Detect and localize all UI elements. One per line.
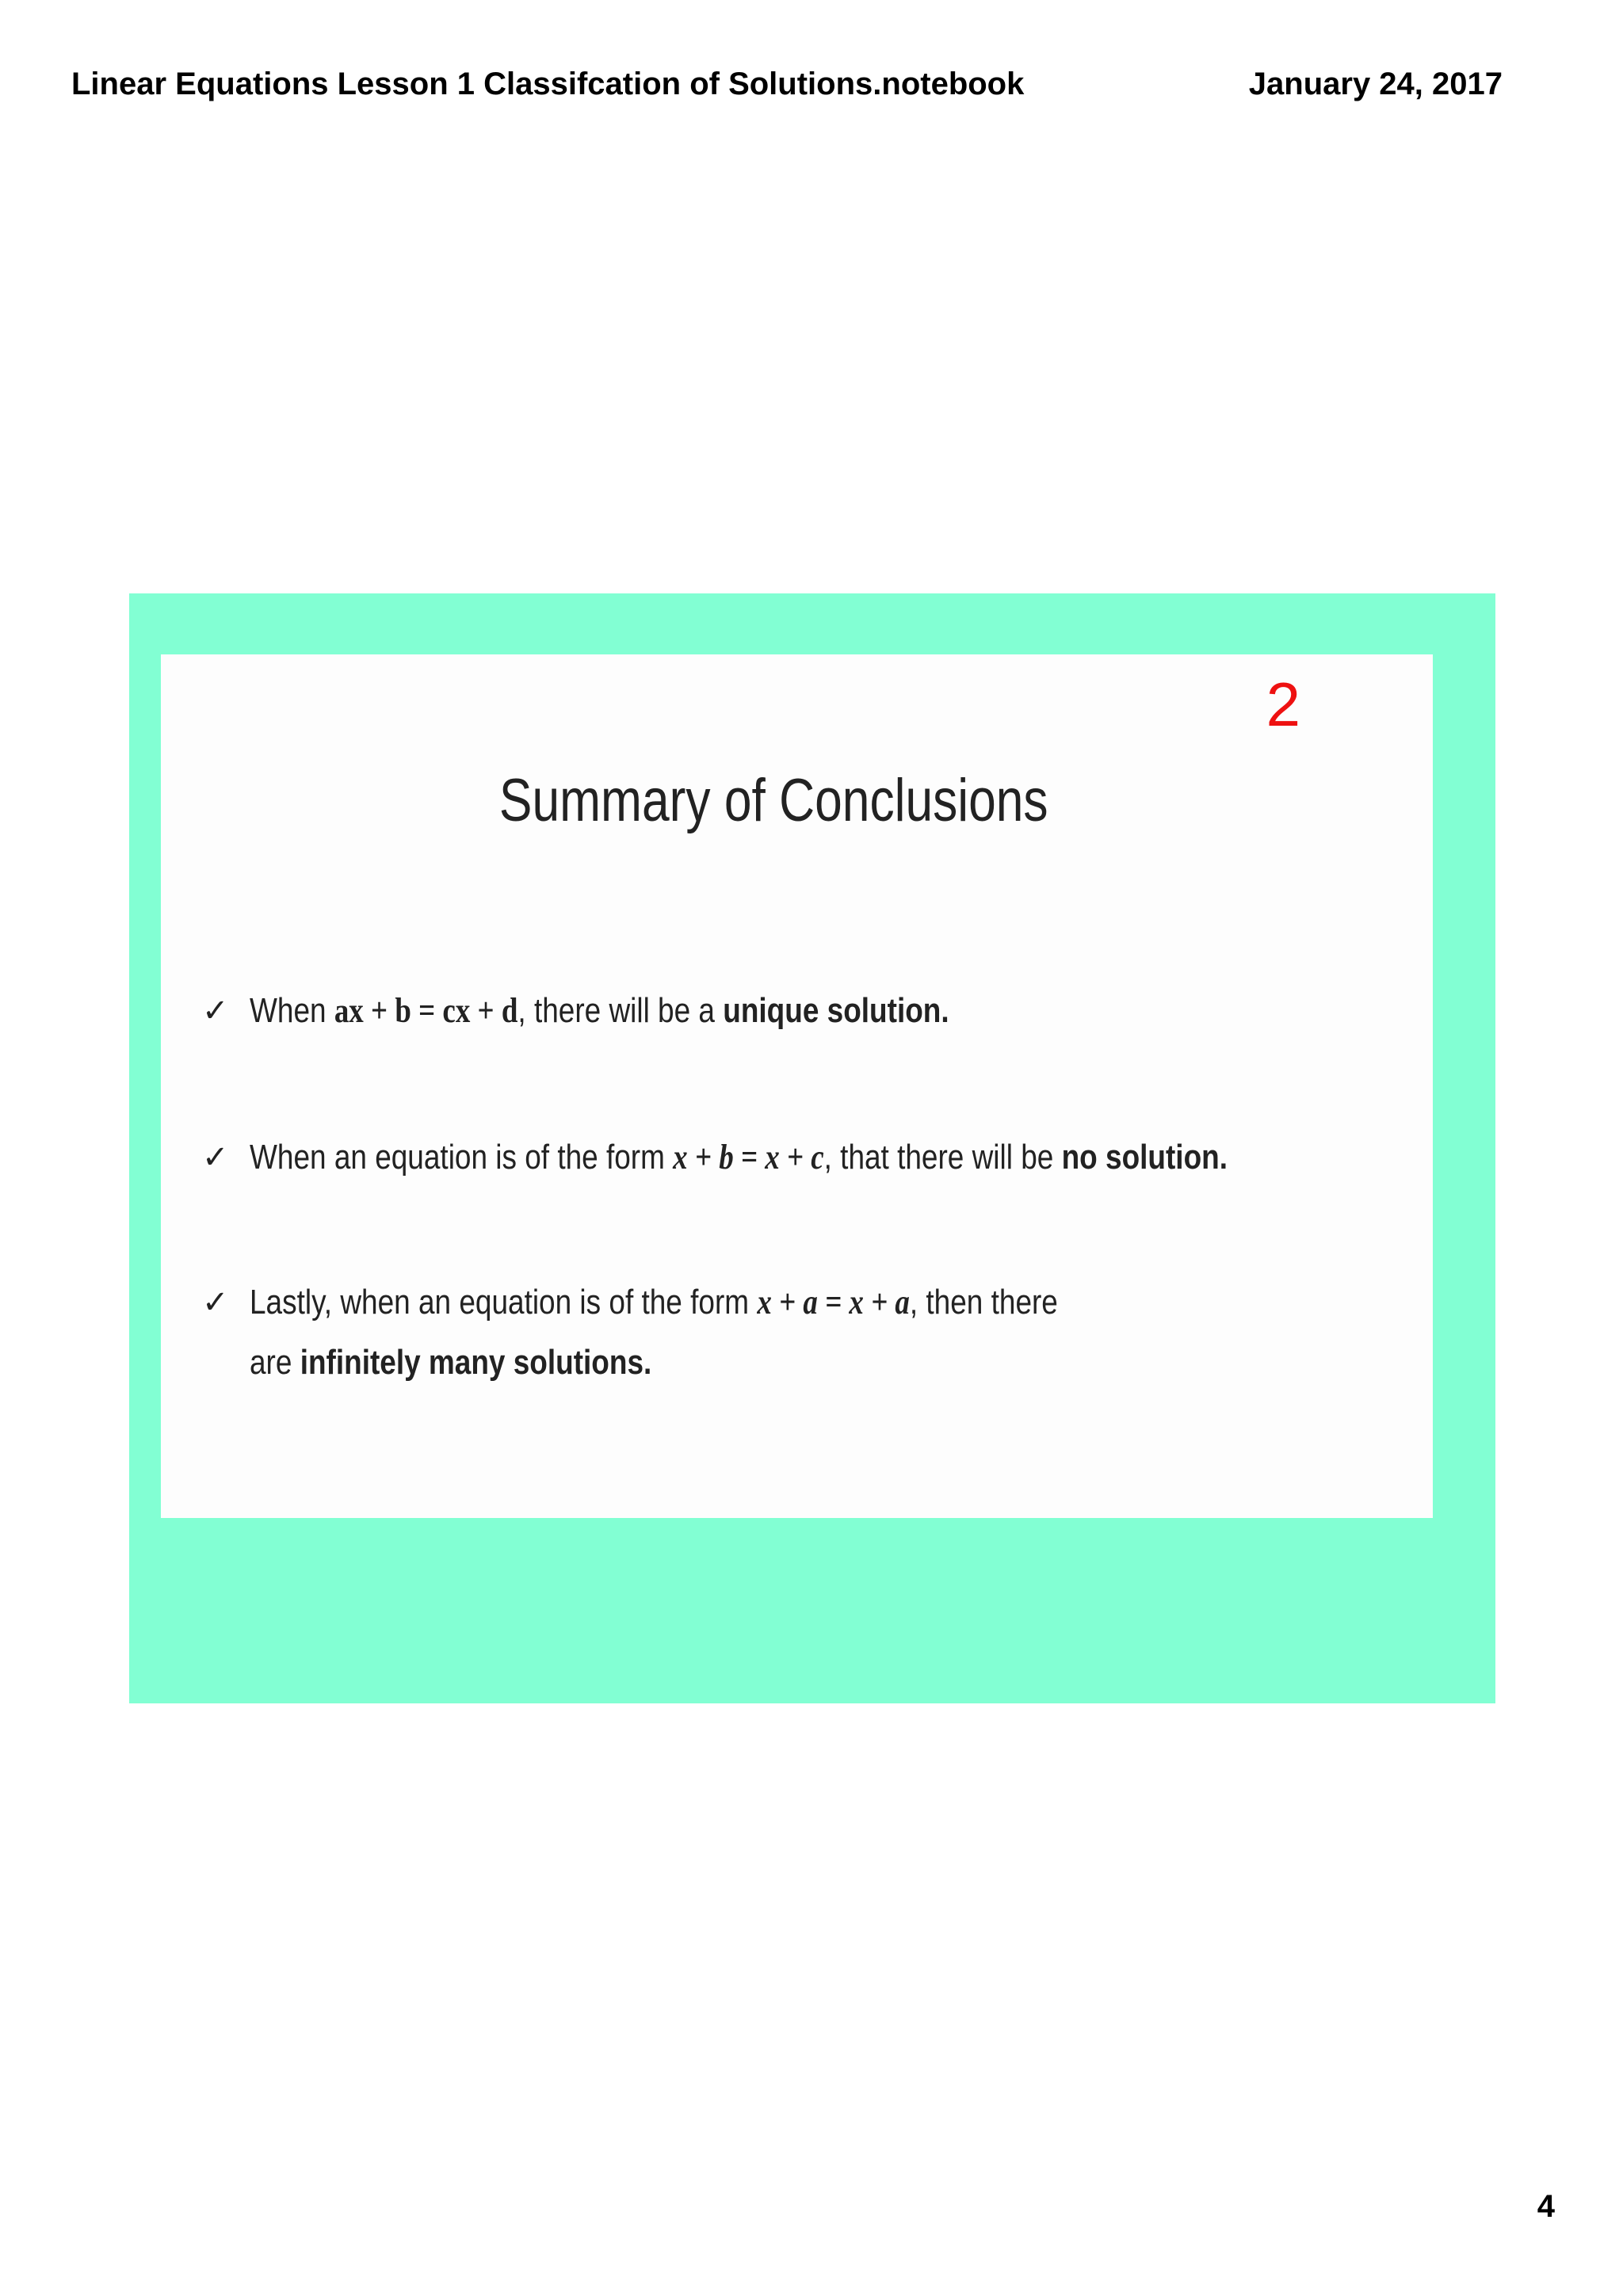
emphasis: no solution. [1061,1138,1228,1177]
equation: x + a = x + a [757,1283,910,1322]
emphasis: unique solution. [723,991,949,1030]
slide-number: 2 [1266,669,1300,739]
equation: ax + b = cx + d [334,991,518,1030]
page-number: 4 [1537,2189,1555,2224]
checkmark-icon: ✓ [202,993,229,1029]
document-date: January 24, 2017 [1248,67,1503,101]
equation: x + b = x + c [673,1138,824,1177]
slide-content [161,654,1433,1518]
checkmark-icon: ✓ [202,1284,229,1321]
bullet-text: Lastly, when an equation is of the form x + a = x + a, then there are infinitely many solutions. [250,1283,1058,1382]
document-title: Linear Equations Lesson 1 Classifcation of Solutions.notebook [71,67,1025,101]
checkmark-icon: ✓ [202,1139,229,1176]
emphasis: infinitely many solutions. [300,1343,652,1382]
slide-title: Summary of Conclusions [498,767,1048,834]
slide-frame [129,593,1495,1703]
bullet-text: When ax + b = cx + d, there will be a unique solution. [250,991,949,1030]
bullet-text: When an equation is of the form x + b = x + c, that there will be no solution. [250,1138,1228,1177]
